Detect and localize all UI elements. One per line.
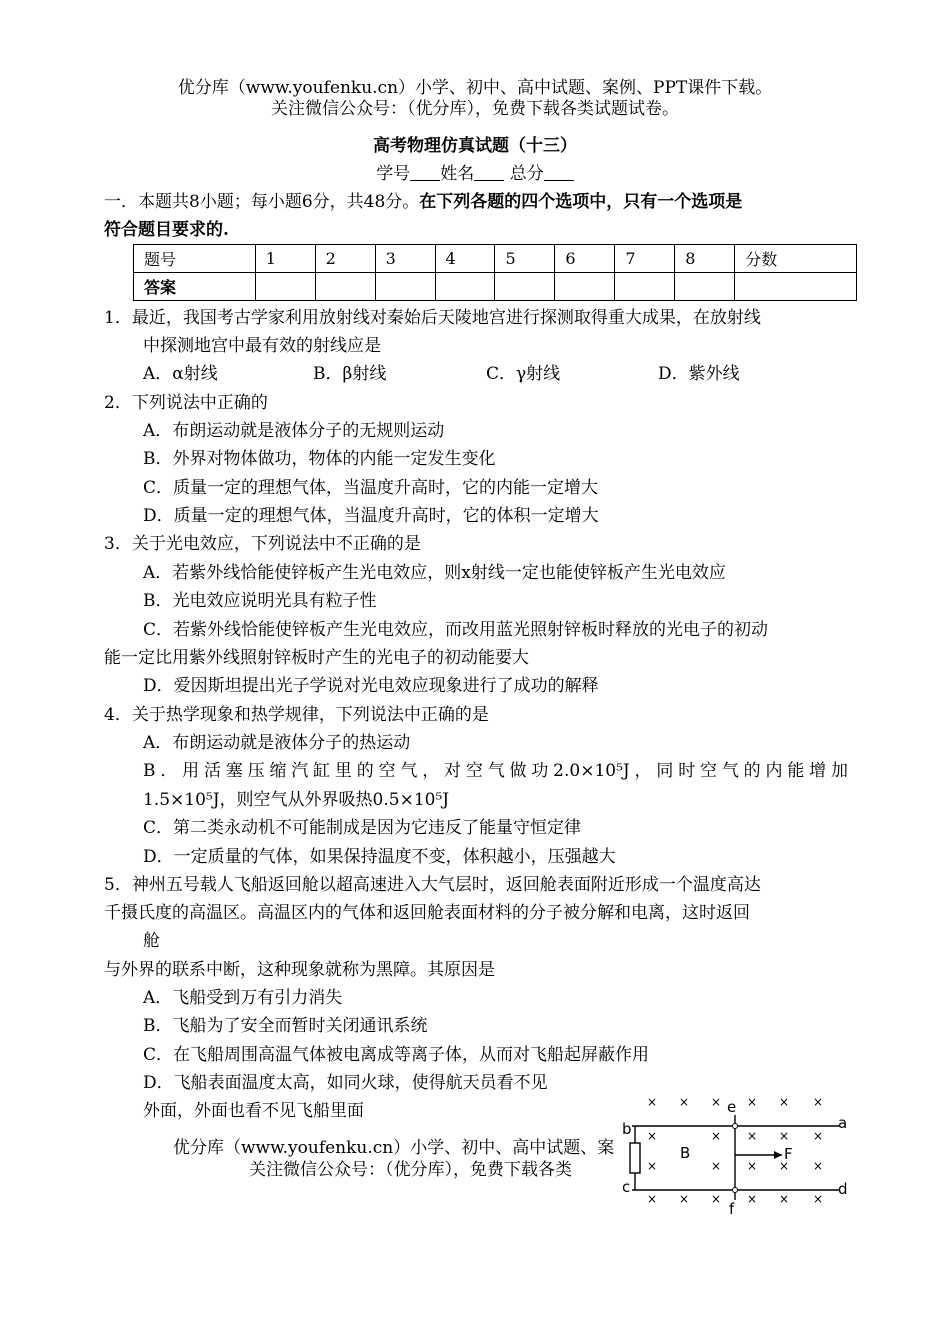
answer-cell[interactable] [375,273,435,301]
answer-cell[interactable] [615,273,675,301]
q5-option-b: B．飞船为了安全而暂时关闭通讯系统 [143,1016,428,1036]
resistor [630,1143,640,1173]
answer-cell[interactable] [315,273,375,301]
header-line-2: 关注微信公众号：（优分库），免费下载各类试题试卷。 [271,99,679,119]
label-force-f: F [784,1145,793,1163]
q3-option-c-line-1: C．若紫外线恰能使锌板产生光电效应，而改用蓝光照射锌板时释放的光电子的初动 [143,620,769,640]
footer-line-2: 关注微信公众号：（优分库），免费下载各类 [249,1160,572,1180]
force-arrow-head [774,1151,782,1159]
label-c: c [622,1178,631,1196]
field-cross-mark: × [710,1095,722,1109]
field-cross-mark: × [678,1192,690,1206]
answer-table-header-cell: 1 [255,245,315,273]
field-cross-mark: × [710,1129,722,1143]
answer-table-header-cell: 2 [315,245,375,273]
answer-table-header-cell: 6 [555,245,615,273]
field-cross-mark: × [678,1095,690,1109]
label-e: e [727,1098,737,1116]
q1-stem-line-1: 1．最近，我国考古学家利用放射线对秦始后天陵地宫进行探测取得重大成果，在放射线 [104,308,761,328]
section-intro-line-2: 符合题目要求的. [104,220,229,240]
section-intro-normal: 一．本题共8小题；每小题6分，共48分。 [104,192,420,212]
field-cross-mark: × [646,1159,658,1173]
answer-table-header-cell: 5 [495,245,555,273]
total-score-label: 总分 [509,164,544,184]
answer-table-answer-row [134,273,857,301]
q5-stem-line-3: 舱 [143,931,160,951]
header-line-1: 优分库（www.youfenku.cn）小学、初中、高中试题、案例、PPT课件下载。 [177,78,773,98]
answer-table-header-cell: 7 [615,245,675,273]
field-cross-mark: × [778,1129,790,1143]
q5-stem-line-1: 5．神州五号载人飞船返回舱以超高速进入大气层时，返回舱表面附近形成一个温度高达 [104,875,761,895]
label-d: d [838,1180,848,1198]
q3-option-c-line-2: 能一定比用紫外线照射锌板时产生的光电子的初动能要大 [104,648,529,668]
student-name-blank [474,162,504,181]
q4-stem: 4．关于热学现象和热学规律，下列说法中正确的是 [104,705,489,725]
q2-option-c: C．质量一定的理想气体，当温度升高时，它的内能一定增大 [143,478,599,498]
field-cross-mark: × [812,1159,824,1173]
q1-option-d: D．紫外线 [658,364,740,384]
answer-cell[interactable] [495,273,555,301]
field-cross-mark: × [778,1192,790,1206]
field-cross-mark: × [778,1095,790,1109]
node-f [733,1188,738,1193]
q2-option-b: B．外界对物体做功，物体的内能一定发生变化 [143,449,496,469]
answer-cell[interactable] [435,273,495,301]
field-cross-mark: × [710,1192,722,1206]
section-intro [104,190,742,214]
answer-table-header-cell: 3 [375,245,435,273]
q4-option-b-line-1: B．用活塞压缩汽缸里的空气，对空气做功2.0×10⁵J，同时空气的内能增加 [143,761,848,781]
q4-option-c: C．第二类永动机不可能制成是因为它违反了能量守恒定律 [143,818,582,838]
answer-table-header-row [134,245,857,273]
q5-option-d-line-2: 外面，外面也看不见飞船里面 [143,1101,364,1121]
field-cross-mark: × [746,1159,758,1173]
field-cross-mark: × [646,1192,658,1206]
field-cross-mark: × [746,1192,758,1206]
label-a: a [838,1114,848,1132]
field-cross-mark: × [646,1129,658,1143]
student-name-label: 姓名 [440,164,475,184]
label-f: f [729,1200,735,1215]
q3-option-a: A．若紫外线恰能使锌板产生光电效应，则x射线一定也能使锌板产生光电效应 [143,563,726,583]
circuit-figure [612,1090,852,1215]
label-b: b [622,1120,632,1138]
q2-option-d: D．质量一定的理想气体，当温度升高时，它的体积一定增大 [143,506,599,526]
q2-stem: 2．下列说法中正确的 [104,393,268,413]
answer-cell[interactable] [255,273,315,301]
q5-stem-line-4: 与外界的联系中断，这种现象就称为黑障。其原因是 [104,960,495,980]
q2-option-a: A．布朗运动就是液体分子的无规则运动 [143,421,445,441]
q4-option-d: D．一定质量的气体，如果保持温度不变，体积越小，压强越大 [143,847,616,867]
answer-table-header-cell: 8 [675,245,735,273]
field-cross-mark: × [812,1129,824,1143]
node-e [733,1124,738,1129]
field-cross-mark: × [746,1129,758,1143]
q1-option-a: A．α射线 [143,364,218,384]
q4-option-a: A．布朗运动就是液体分子的热运动 [143,733,411,753]
answer-row-label: 答案 [134,273,256,301]
field-cross-mark: × [646,1095,658,1109]
answer-table-header-cell: 分数 [735,245,857,273]
q1-stem-line-2: 中探测地宫中最有效的射线应是 [143,336,381,356]
q5-option-d-line-1: D．飞船表面温度太高，如同火球，使得航天员看不见 [143,1073,548,1093]
field-cross-mark: × [812,1095,824,1109]
answer-table [133,244,857,301]
answer-cell[interactable] [555,273,615,301]
q5-option-c: C．在飞船周围高温气体被电离成等离子体，从而对飞船起屏蔽作用 [143,1045,650,1065]
q1-option-c: C．γ射线 [486,364,561,384]
q3-stem: 3．关于光电效应，下列说法中不正确的是 [104,534,421,554]
student-id-label: 学号 [376,164,411,184]
footer-line-1: 优分库（www.youfenku.cn）小学、初中、高中试题、案 [173,1138,615,1158]
answer-table-header-cell: 题号 [134,245,256,273]
field-cross-mark: × [778,1159,790,1173]
field-cross-mark: × [746,1095,758,1109]
q5-stem-line-2: 千摄氏度的高温区。高温区内的气体和返回舱表面材料的分子被分解和电离，这时返回 [104,903,750,923]
answer-cell[interactable] [675,273,735,301]
answer-table-header-cell: 4 [435,245,495,273]
page-title: 高考物理仿真试题（十三） [373,136,577,156]
label-field-b: B [680,1144,691,1162]
total-score-blank [544,162,574,181]
student-id-blank [410,162,440,181]
score-cell[interactable] [735,273,857,301]
q3-option-d: D．爱因斯坦提出光子学说对光电效应现象进行了成功的解释 [143,676,599,696]
q3-option-b: B．光电效应说明光具有粒子性 [143,591,377,611]
student-info-line [0,162,950,186]
q5-option-a: A．飞船受到万有引力消失 [143,988,343,1008]
field-cross-mark: × [710,1159,722,1173]
q4-option-b-line-2: 1.5×10⁵J，则空气从外界吸热0.5×10⁵J [143,790,450,810]
section-intro-bold: 在下列各题的四个选项中，只有一个选项是 [419,192,743,212]
q1-option-b: B．β射线 [313,364,387,384]
field-cross-mark: × [812,1192,824,1206]
